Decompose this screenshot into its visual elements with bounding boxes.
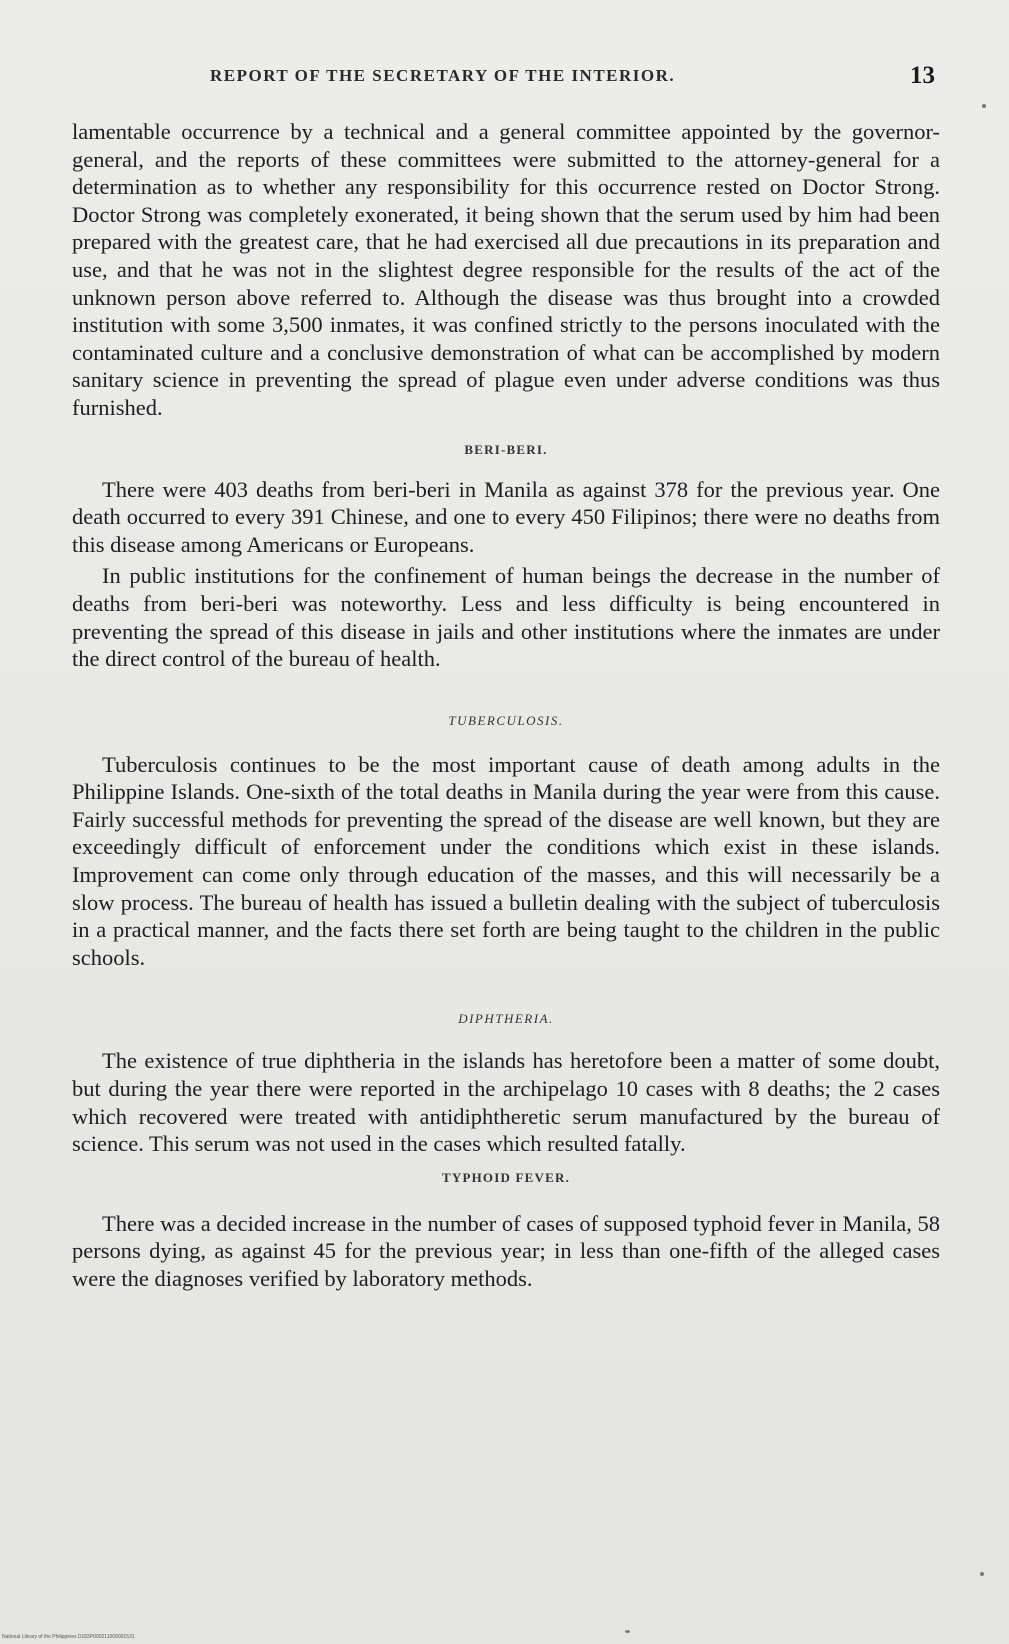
body-text bbox=[72, 118, 940, 1293]
section-heading-beri-beri: BERI-BERI. bbox=[464, 441, 548, 457]
scan-speck bbox=[980, 1572, 984, 1576]
typhoid-paragraph: There was a decided increase in the number of cases of supposed typhoid fever in Manila, 58 persons dying, as against 45 for the previous year; in less than one-fifth of the alleged cases were the diagnoses verified by laboratory methods. bbox=[72, 1210, 940, 1291]
scan-speck bbox=[625, 1630, 630, 1633]
diphtheria-paragraph: The existence of true diphtheria in the islands has heretofore been a matter of some doubt, but during the year there were reported in the archipelago 10 cases with 8 deaths; the 2 cases which recovered were treated with antidiphtheretic serum manufactured by the bureau of science. This serum was not used in the cases which resulted fatally. bbox=[72, 1048, 940, 1157]
scan-credit: National Library of the Philippines D183P000211009001531 bbox=[2, 1634, 135, 1640]
section-heading-typhoid-fever: TYPHOID FEVER. bbox=[441, 1169, 571, 1185]
intro-paragraph: lamentable occurrence by a technical and a general committee appointed by the governor-general, and the reports of these committees were submitted to the attorney-general for a determination as to whether any responsibility for this occurrence rested on Doctor Strong. Doctor Strong was completely exonerated, it being shown that the serum used by him had been prepared with the greatest care, that he had exercised all due precautions in its preparation and use, and that he was not in the slightest degree responsible for the results of the act of the unknown person above referred to. Although the disease was thus brought into a crowded institution with some 3,500 inmates, it was confined strictly to the persons inoculated with the contaminated culture and a conclusive demonstration of what can be accomplished by modern sanitary science in preventing the spread of plague even under adverse conditions was thus furnished. bbox=[72, 119, 940, 420]
section-heading-diphtheria: DIPHTHERIA. bbox=[458, 1011, 554, 1027]
beri-beri-paragraph-2: In public institutions for the confinement of human beings the decrease in the number of deaths from beri-beri was noteworthy. Less and less difficulty is being encountered in preventing the spread of this disease in jails and other institutions where the inmates are under the direct control of the bureau of health. bbox=[72, 563, 940, 672]
tuberculosis-paragraph: Tuberculosis continues to be the most important cause of death among adults in the Philippine Islands. One-sixth of the total deaths in Manila during the year were from this cause. Fairly successful methods for preventing the spread of the disease are well known, but they are exceedingly difficult of enforcement under the conditions which exist in these islands. Improvement can come only through education of the masses, and this will necessarily be a slow process. The bureau of health has issued a bulletin dealing with the subject of tuberculosis in a practical manner, and the facts there set forth are being taught to the children in the public schools. bbox=[72, 751, 940, 970]
beri-beri-paragraph-1: There were 403 deaths from beri-beri in Manila as against 378 for the previous year. One death occurred to every 391 Chinese, and one to every 450 Filipinos; there were no deaths from this disease among Americans or Europeans. bbox=[72, 476, 940, 557]
page-number: 13 bbox=[910, 62, 935, 89]
running-head: REPORT OF THE SECRETARY OF THE INTERIOR. bbox=[210, 66, 676, 85]
scan-speck bbox=[982, 104, 986, 108]
page-header bbox=[75, 64, 943, 94]
section-heading-tuberculosis: TUBERCULOSIS. bbox=[448, 712, 564, 728]
